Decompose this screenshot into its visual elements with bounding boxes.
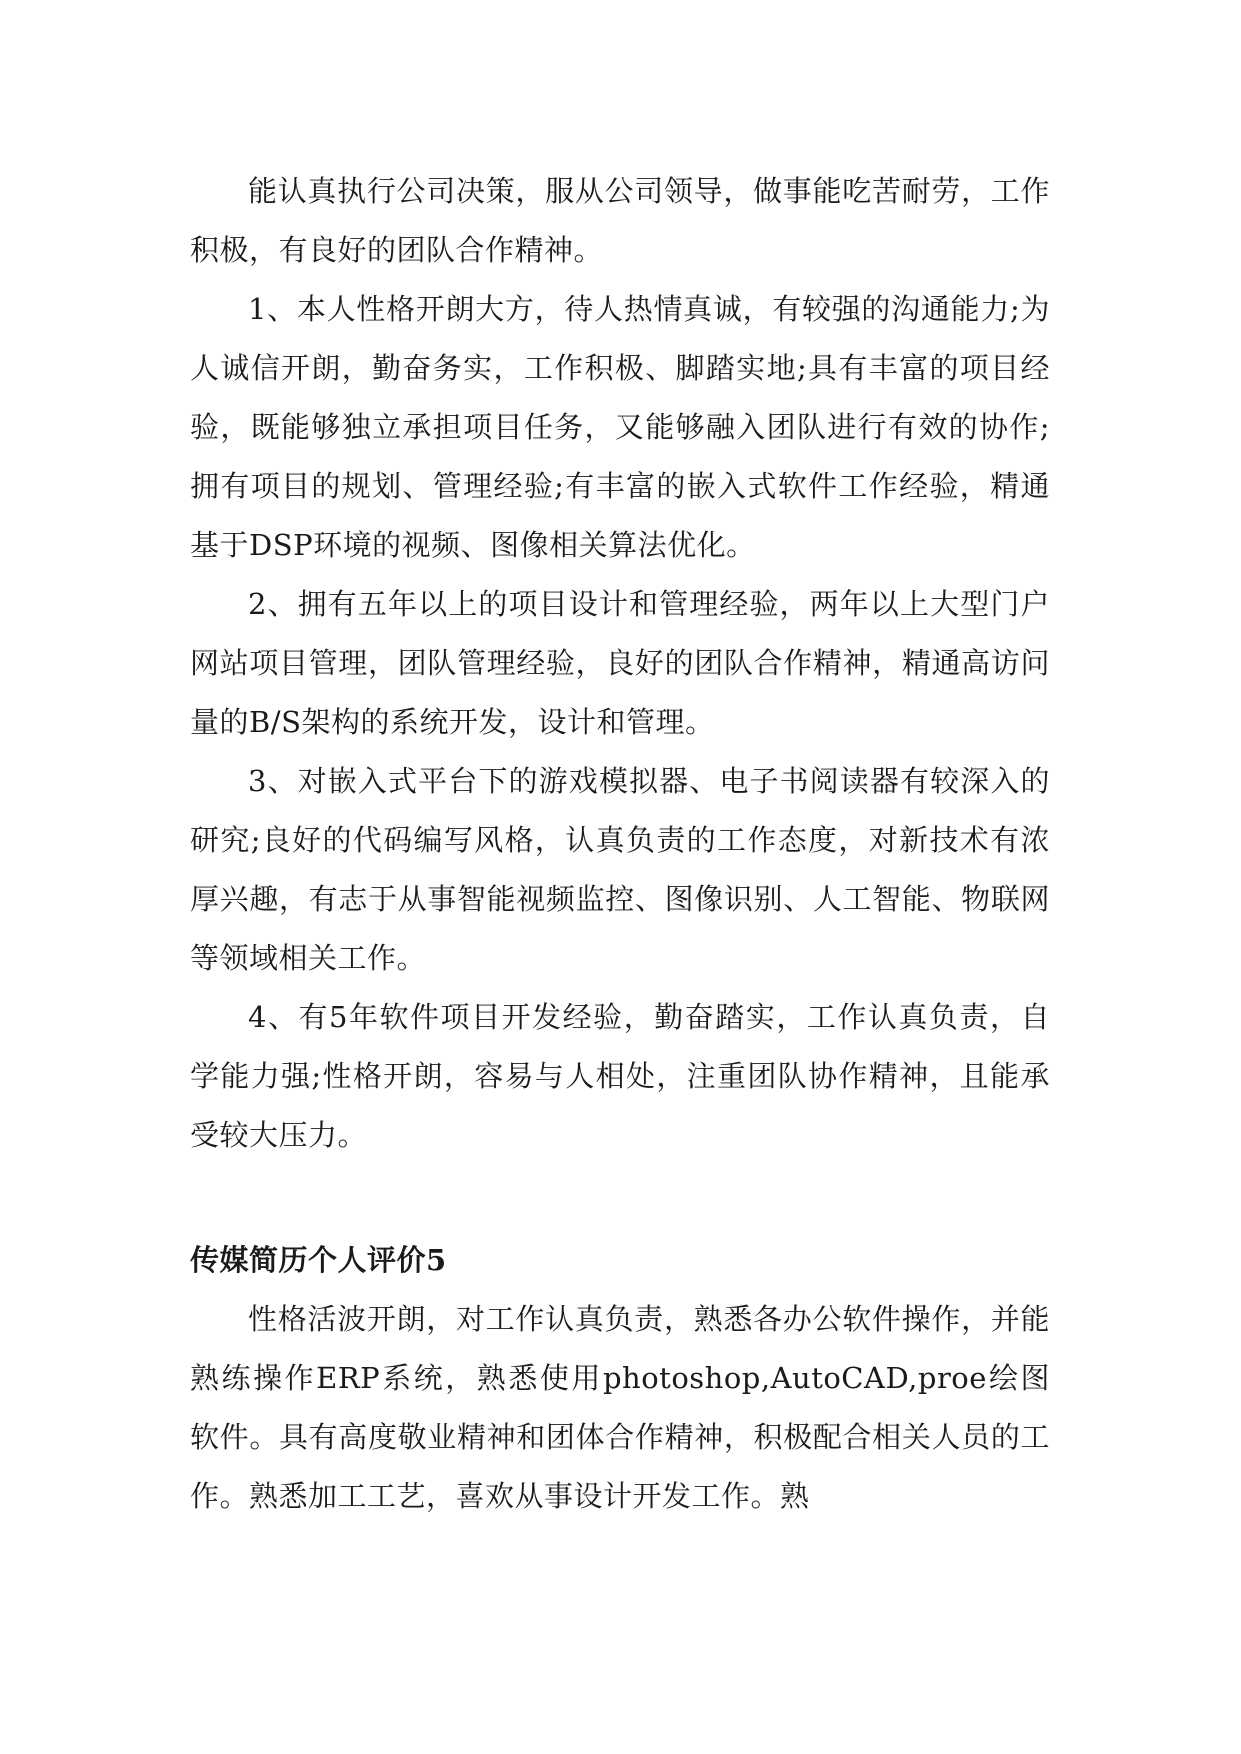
document-body: [190, 162, 1050, 1526]
paragraph-item-3: 3、对嵌入式平台下的游戏模拟器、电子书阅读器有较深入的研究;良好的代码编写风格，认真负责的工作态度，对新技术有浓厚兴趣，有志于从事智能视频监控、图像识别、人工智能、物联网等领域相关工作。: [190, 764, 1050, 975]
paragraph-section-5: 性格活波开朗，对工作认真负责，熟悉各办公软件操作，并能熟练操作ERP系统，熟悉使用photoshop,AutoCAD,proe绘图软件。具有高度敬业精神和团体合作精神，积极配合相关人员的工作。熟悉加工工艺，喜欢从事设计开发工作。熟: [190, 1302, 1050, 1513]
paragraph-item-4: 4、有5年软件项目开发经验，勤奋踏实，工作认真负责，自学能力强;性格开朗，容易与人相处，注重团队协作精神，且能承受较大压力。: [190, 1000, 1050, 1152]
paragraph-item-2: 2、拥有五年以上的项目设计和管理经验，两年以上大型门户网站项目管理，团队管理经验，良好的团队合作精神，精通高访问量的B/S架构的系统开发，设计和管理。: [190, 587, 1050, 739]
paragraph-item-1: 1、本人性格开朗大方，待人热情真诚，有较强的沟通能力;为人诚信开朗，勤奋务实，工作积极、脚踏实地;具有丰富的项目经验，既能够独立承担项目任务，又能够融入团队进行有效的协作;拥有项目的规划、管理经验;有丰富的嵌入式软件工作经验，精通基于DSP环境的视频、图像相关算法优化。: [190, 292, 1050, 562]
paragraph-intro: 能认真执行公司决策，服从公司领导，做事能吃苦耐劳，工作积极，有良好的团队合作精神。: [190, 174, 1050, 267]
section-heading: 传媒简历个人评价5: [190, 1243, 447, 1277]
